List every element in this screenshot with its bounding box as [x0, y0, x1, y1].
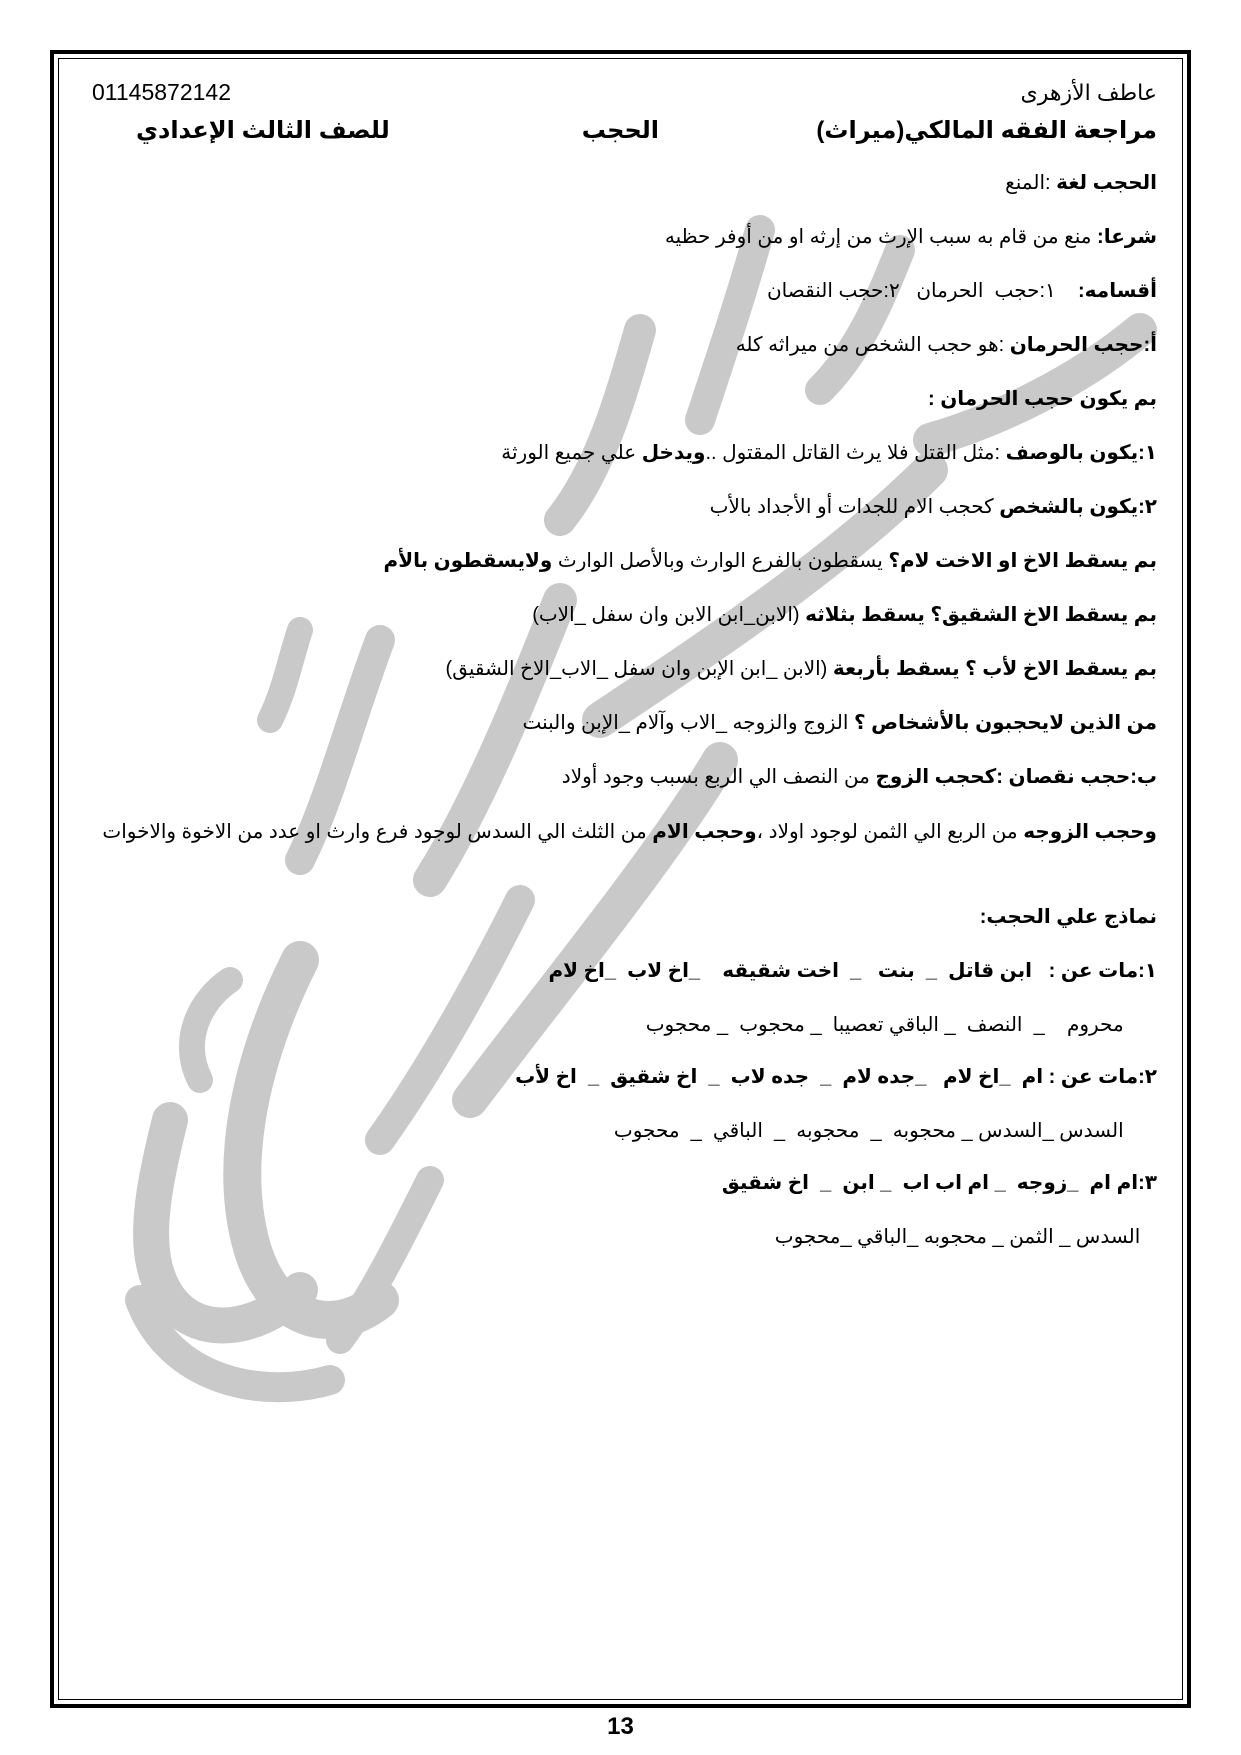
line-text-2: علي جميع الورثة — [501, 442, 642, 464]
document-header — [72, 72, 1169, 152]
line-bold-text: بم يسقط الاخ الشقيق؟ يسقط بثلاثه — [805, 604, 1157, 626]
text-line — [92, 1168, 1157, 1222]
line-text: ١:حجب الحرمان ٢:حجب النقصان — [766, 280, 1079, 302]
text-line — [92, 956, 1157, 1010]
line-bold-text: بم يسقط الاخ او الاخت لام؟ — [888, 550, 1157, 572]
line-text: منع من قام به سبب الإرث من إرثه او من أوفر حظيه — [664, 226, 1098, 248]
text-line — [92, 492, 1157, 546]
line-bold-text: وحجب الزوجه — [1023, 821, 1157, 843]
text-line — [92, 168, 1157, 222]
line-text: من النصف الي الربع بسبب وجود أولاد — [561, 766, 876, 788]
text-line — [92, 276, 1157, 330]
topic-title: الحجب — [581, 117, 659, 144]
text-line — [92, 762, 1157, 816]
line-text: (الابن_ابن الابن وان سفل _الاب) — [532, 604, 806, 626]
author-name: عاطف الأزهرى — [1020, 80, 1157, 105]
document-title: مراجعة الفقه المالكي(ميراث) — [816, 117, 1157, 144]
line-text: محروم _ النصف _ الباقي تعصيبا _ محجوب _ محجوب — [645, 1014, 1157, 1036]
text-line — [92, 708, 1157, 762]
line-bold-text: ٢:مات عن : ام _اخ لام _جده لام _ جده لاب _ اخ شقيق _ اخ لأب — [515, 1066, 1157, 1088]
page-number: 13 — [607, 1713, 634, 1740]
phone-number: 01145872142 — [92, 79, 231, 105]
line-text: يسقطون بالفرع الوارث وبالأصل الوارث — [552, 550, 889, 572]
line-bold-text: من الذين لايحجبون بالأشخاص ؟ — [853, 712, 1157, 734]
line-bold-text: بم يكون حجب الحرمان : — [927, 388, 1157, 410]
text-line — [92, 1222, 1157, 1276]
line-text: (الابن _ابن الإبن وان سفل _الاب_الاخ الشقيق) — [445, 658, 833, 680]
text-line — [92, 816, 1157, 902]
document-body — [92, 168, 1157, 1276]
line-text: كحجب الام للجدات أو الأجداد بالأب — [709, 496, 1000, 518]
line-text-2: من الثلث الي السدس لوجود فرع وارث او عدد من الاخوة والاخوات — [102, 821, 653, 843]
line-bold-text: بم يسقط الاخ لأب ؟ يسقط بأربعة — [832, 658, 1157, 680]
line-bold-text: ١:مات عن : ابن قاتل _ بنت _ اخت شقيقه _اخ لاب _اخ لام — [548, 960, 1157, 982]
text-line — [92, 330, 1157, 384]
text-line — [92, 600, 1157, 654]
text-line — [92, 222, 1157, 276]
line-bold-text-2: ولايسقطون بالأم — [383, 550, 553, 572]
text-line — [92, 546, 1157, 600]
text-line — [92, 384, 1157, 438]
text-line — [92, 1010, 1157, 1062]
line-text: السدس _ الثمن _ محجوبه _الباقي _محجوب — [774, 1226, 1157, 1248]
text-line — [92, 902, 1157, 956]
line-text: :المنع — [1005, 172, 1057, 194]
text-line — [92, 438, 1157, 492]
line-text: :مثل القتل فلا يرث القاتل المقتول .. — [705, 442, 1006, 464]
text-line — [92, 1116, 1157, 1168]
line-bold-text: ٢:يكون بالشخص — [999, 496, 1157, 518]
line-bold-text: نماذج علي الحجب: — [979, 906, 1157, 928]
text-line — [92, 654, 1157, 708]
line-bold-text-2: وحجب الام — [652, 821, 757, 843]
grade-label: للصف الثالث الإعدادي — [136, 117, 390, 144]
line-bold-text: الحجب لغة — [1056, 172, 1157, 194]
line-text: السدس _السدس _ محجوبه _ محجوبه _ الباقي _ محجوب — [613, 1120, 1157, 1142]
line-text: :هو حجب الشخص من ميراثه كله — [735, 334, 1010, 356]
line-bold-text: أ:حجب الحرمان — [1009, 334, 1157, 356]
line-bold-text: شرعا: — [1097, 226, 1157, 248]
line-bold-text: ٣:ام ام _زوجه _ ام اب اب _ ابن _ اخ شقيق — [721, 1172, 1157, 1194]
line-bold-text: ١:يكون بالوصف — [1005, 442, 1157, 464]
text-line — [92, 1062, 1157, 1116]
line-text: الزوج والزوجه _الاب وآلام _الإبن والبنت — [522, 712, 854, 734]
line-bold-text: أقسامه: — [1078, 280, 1157, 302]
line-bold-text: ب:حجب نقصان :كحجب الزوج — [875, 766, 1157, 788]
line-bold-text-2: ويدخل — [641, 442, 706, 464]
line-text: من الربع الي الثمن لوجود اولاد ، — [756, 821, 1024, 843]
